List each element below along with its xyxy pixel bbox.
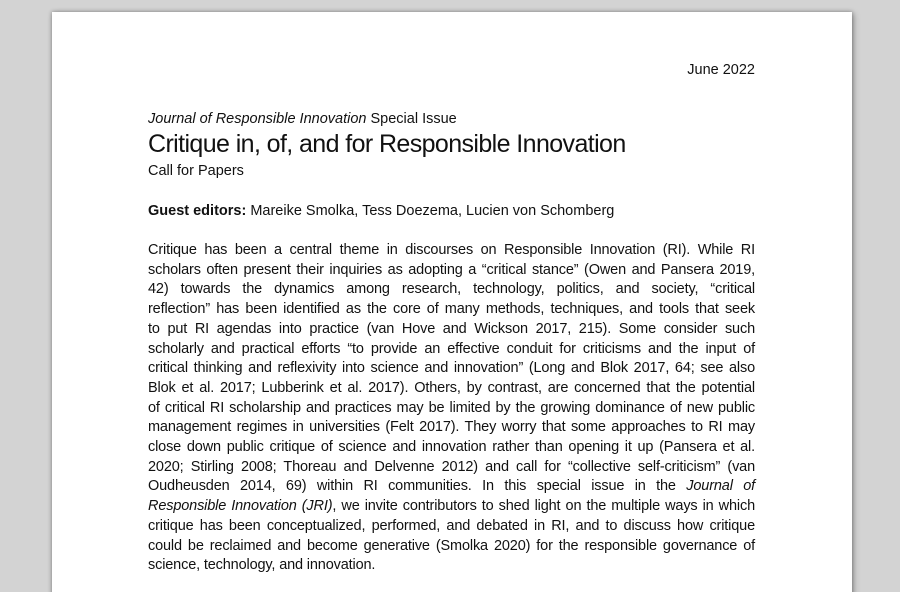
body-line: Critique has been a central theme in discourses on Responsible Innovation (RI). While RI bbox=[148, 242, 755, 258]
body-line: 2020; Stirling 2008; Thoreau and Delvenne 2012) and call for “collective self-criticism” (van bbox=[148, 458, 755, 475]
document-title: Critique in, of, and for Responsible Innovation bbox=[148, 130, 626, 158]
journal-name-italic: Journal of bbox=[686, 478, 756, 495]
journal-suffix: Special Issue bbox=[366, 111, 457, 127]
journal-name-italic: Responsible Innovation (JRI) bbox=[148, 498, 333, 515]
body-line: management regimes in universities (Felt 2017). They worry that some approaches to RI may bbox=[148, 419, 755, 436]
body-line bbox=[148, 477, 755, 497]
body-line: to put RI agendas into practice (van Hove and Wickson 2017, 215). Some consider such bbox=[148, 320, 755, 337]
body-line bbox=[148, 497, 755, 517]
document-date: June 2022 bbox=[687, 62, 755, 78]
document-page bbox=[52, 12, 852, 592]
body-line-text: Oudheusden 2014, 69) within RI communities. In this special issue in the bbox=[148, 478, 687, 495]
guest-editors-label: Guest editors: bbox=[148, 203, 247, 219]
journal-line bbox=[148, 111, 457, 127]
body-line: scholars often present their inquiries as adopting a “critical stance” (Owen and Pansera 2019, bbox=[148, 261, 755, 278]
guest-editors-names: Mareike Smolka, Tess Doezema, Lucien von Schomberg bbox=[246, 203, 615, 219]
body-line: close down public critique of science and innovation rather than opening it up (Pansera et al. bbox=[148, 439, 755, 456]
body-line: science, technology, and innovation. bbox=[148, 557, 376, 574]
guest-editors bbox=[148, 203, 614, 219]
journal-name: Journal of Responsible Innovation bbox=[148, 111, 367, 127]
body-line: scholarly and practical efforts “to provide an effective conduit for criticisms and the input of bbox=[148, 340, 755, 357]
body-line: could be reclaimed and become generative (Smolka 2020) for the responsible governance of bbox=[148, 537, 755, 554]
document-subtitle: Call for Papers bbox=[148, 163, 244, 179]
body-line: critical thinking and reflexivity into science and innovation” (Long and Blok 2017, 64; see also bbox=[148, 360, 755, 377]
body-line-text: , we invite contributors to shed light on the multiple ways in which bbox=[332, 498, 756, 515]
body-line: of critical RI scholarship and practices may be limited by the growing dominance of new public bbox=[148, 399, 755, 416]
body-line: critique has been conceptualized, performed, and debated in RI, and to discuss how critique bbox=[148, 517, 755, 534]
body-line: 42) towards the dynamics among research, technology, politics, and society, “critical bbox=[148, 281, 755, 298]
body-line: reflection” has been identified as the core of many methods, techniques, and tools that seek bbox=[148, 301, 755, 318]
body-paragraph bbox=[148, 241, 755, 576]
body-line: Blok et al. 2017; Lubberink et al. 2017). Others, by contrast, are concerned that the potential bbox=[148, 379, 755, 396]
